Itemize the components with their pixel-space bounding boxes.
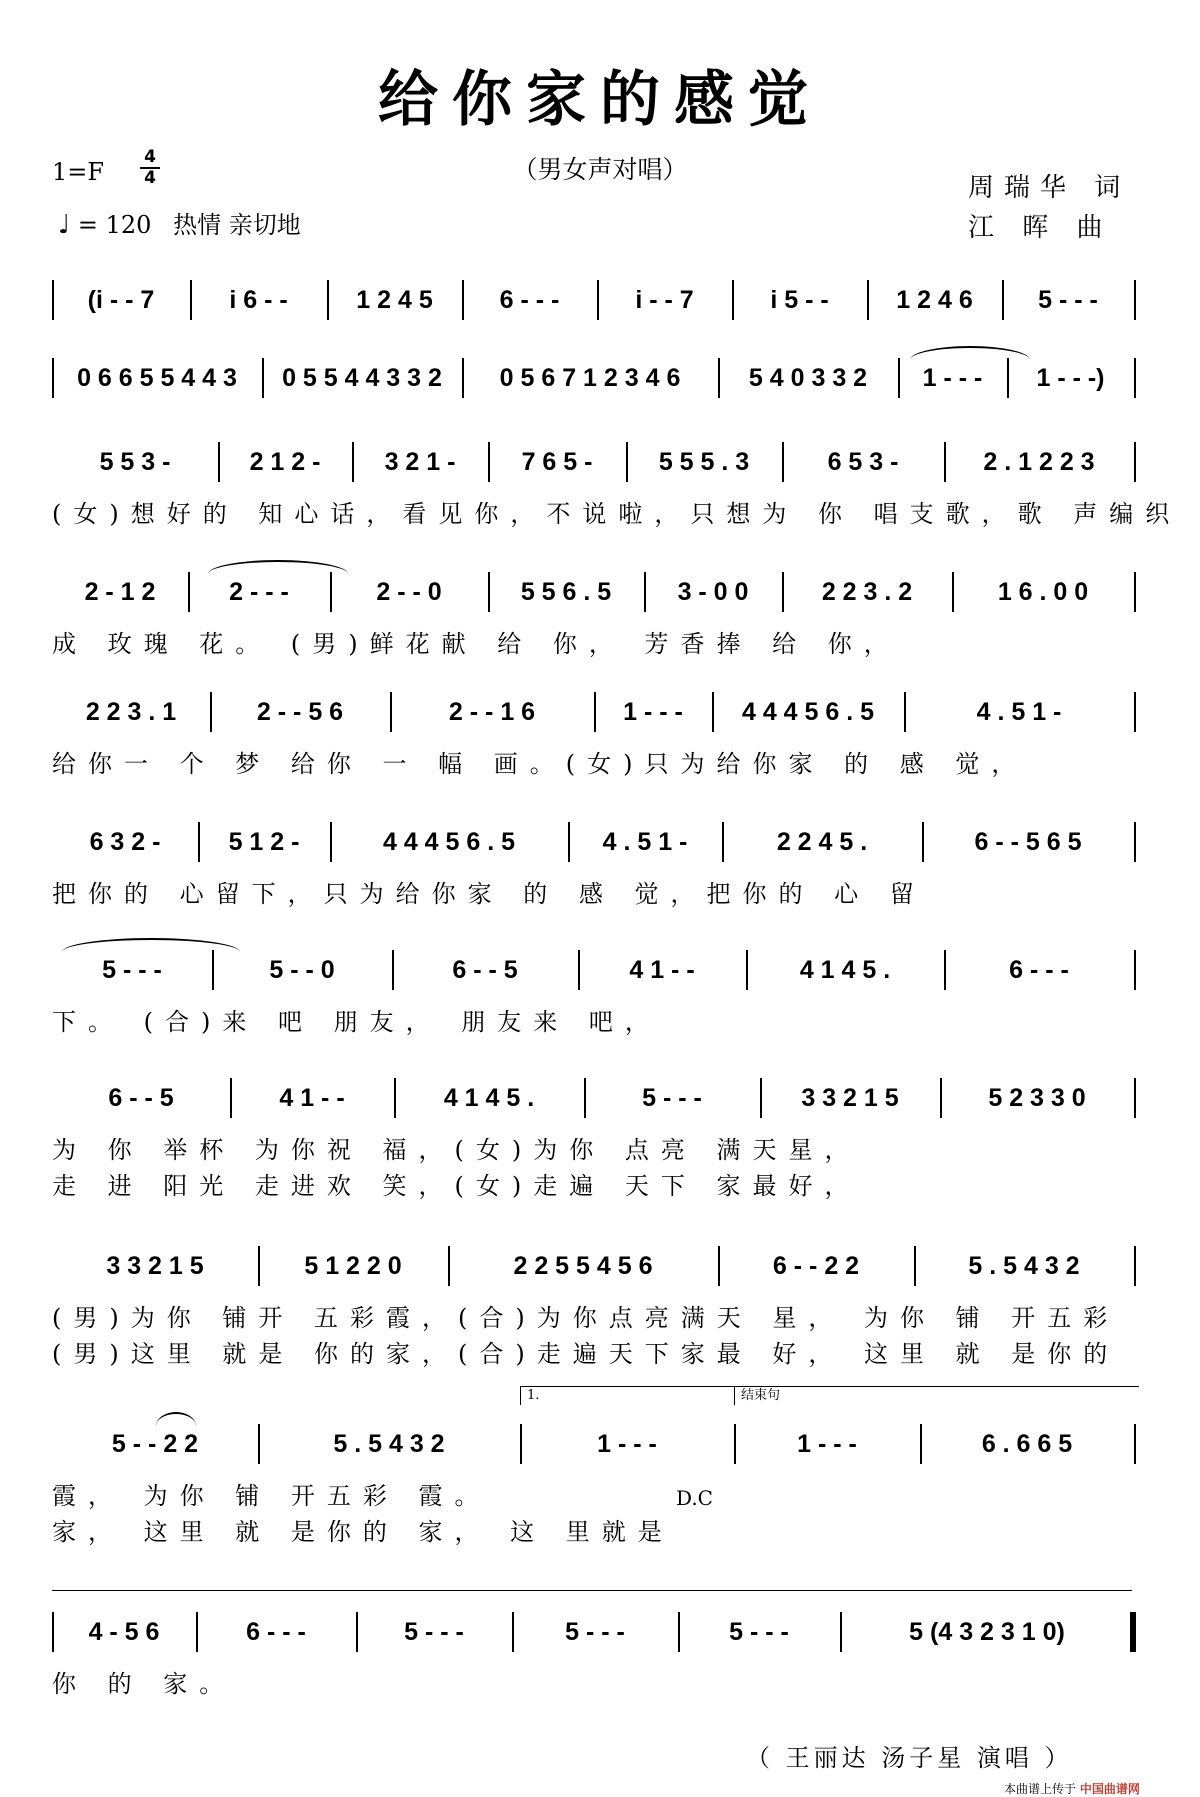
barline xyxy=(1134,1246,1136,1286)
score-subtitle: （男女声对唱） xyxy=(512,155,688,184)
measure: 5 5 5 . 3 xyxy=(658,447,750,476)
measure: 6 - - - xyxy=(246,1617,306,1646)
barline xyxy=(840,1612,842,1652)
score-system-11 xyxy=(0,1612,1200,1732)
barline xyxy=(390,692,392,732)
barline xyxy=(52,1612,54,1652)
score-system-6 xyxy=(0,822,1200,942)
measure: 1 - - - xyxy=(797,1429,857,1458)
credits xyxy=(968,168,1130,248)
lyric-line: 你 的 家。 xyxy=(52,1670,236,1698)
measure: i - - 7 xyxy=(635,285,694,314)
barline xyxy=(1134,358,1136,398)
measure: 4 1 - - xyxy=(629,955,695,984)
barline xyxy=(1134,1424,1136,1464)
lyric-line: 霞， 为你 铺 开五彩 霞。 xyxy=(52,1482,491,1510)
barline xyxy=(520,1424,522,1464)
barline xyxy=(952,572,954,612)
barline xyxy=(330,822,332,862)
measure: 1 2 4 5 xyxy=(356,285,433,314)
tie-arc xyxy=(208,560,348,574)
score-system-4 xyxy=(0,572,1200,692)
barline xyxy=(644,572,646,612)
measure: 1 - - -) xyxy=(1036,363,1105,392)
measure: 2 2 3 . 2 xyxy=(821,577,913,606)
barline xyxy=(1007,358,1009,398)
measure: 2 - - - xyxy=(229,577,289,606)
measure: 5 - - - xyxy=(642,1083,702,1112)
measure: 5 . 5 4 3 2 xyxy=(968,1251,1080,1280)
measure: 5 . 5 4 3 2 xyxy=(333,1429,445,1458)
measure: 2 1 2 - xyxy=(249,447,321,476)
measure: 6 - - 5 xyxy=(108,1083,174,1112)
measure: 5 - - - xyxy=(1038,285,1098,314)
measure: 0 5 5 4 4 3 3 2 xyxy=(282,363,442,392)
measure: 3 2 1 - xyxy=(384,447,456,476)
measure: 5 2 3 3 0 xyxy=(988,1083,1086,1112)
lyric-line: 下。 (合)来 吧 朋友， 朋友来 吧， xyxy=(52,1008,661,1036)
site-logo: 中国曲谱网 xyxy=(1079,1782,1140,1796)
measure: 2 2 3 . 1 xyxy=(85,697,177,726)
measure: 3 3 2 1 5 xyxy=(106,1251,204,1280)
measure: 5 (4 3 2 3 1 0) xyxy=(909,1617,1065,1646)
barline xyxy=(392,950,394,990)
barline xyxy=(1002,280,1004,320)
barline xyxy=(922,822,924,862)
barline xyxy=(462,358,464,398)
measure: 4 . 5 1 - xyxy=(976,697,1062,726)
barline xyxy=(258,1246,260,1286)
barline xyxy=(578,950,580,990)
measure: 4 . 5 1 - xyxy=(602,827,688,856)
measure: 5 4 0 3 3 2 xyxy=(748,363,868,392)
barline xyxy=(732,280,734,320)
barline xyxy=(448,1246,450,1286)
lyricist: 周瑞华 词 xyxy=(968,173,1131,203)
measure: 1 - - - xyxy=(623,697,683,726)
measure: 2 - - 1 6 xyxy=(448,697,536,726)
barline xyxy=(782,442,784,482)
ending-line xyxy=(52,1590,1132,1591)
barline xyxy=(52,280,54,320)
measure: 5 - - - xyxy=(565,1617,625,1646)
measure: 1 2 4 6 xyxy=(896,285,973,314)
measure: 2 2 5 5 4 5 6 xyxy=(513,1251,653,1280)
upload-footer: 本曲谱上传于 中国曲谱网 xyxy=(1004,1782,1140,1796)
tempo-marking: ♩ = 120 热情 亲切地 xyxy=(58,210,301,240)
quarter-note-icon: ♩ xyxy=(58,210,71,240)
measure: 5 - - 0 xyxy=(269,955,335,984)
measure: 2 2 4 5 . xyxy=(776,827,868,856)
barline xyxy=(920,1424,922,1464)
measure: 0 5 6 7 1 2 3 4 6 xyxy=(499,363,681,392)
measure: 6 . 6 6 5 xyxy=(981,1429,1073,1458)
performers: （ 王丽达 汤子星 演唱 ） xyxy=(746,1744,1073,1772)
lyric-line: (男)这里 就是 你的家，(合)走遍天下家最 好， 这里 就 是你的 xyxy=(52,1340,1120,1368)
measure: 5 - - - xyxy=(102,955,162,984)
measure: 6 - - - xyxy=(1009,955,1069,984)
barline xyxy=(196,1612,198,1652)
score-system-8 xyxy=(0,1078,1200,1198)
barline xyxy=(626,442,628,482)
measure: 5 5 6 . 5 xyxy=(520,577,612,606)
measure: 6 5 3 - xyxy=(827,447,899,476)
barline xyxy=(940,1078,942,1118)
final-barline xyxy=(1130,1612,1135,1652)
barline xyxy=(1134,280,1136,320)
barline xyxy=(898,358,900,398)
barline xyxy=(944,950,946,990)
measure: 3 - 0 0 xyxy=(677,577,749,606)
measure: 5 1 2 2 0 xyxy=(304,1251,402,1280)
barline xyxy=(327,280,329,320)
barline xyxy=(394,1078,396,1118)
score-system-7 xyxy=(0,950,1200,1070)
measure: 6 - - - xyxy=(499,285,560,314)
barline xyxy=(760,1078,762,1118)
measure: 5 5 3 - xyxy=(99,447,171,476)
measure: 5 - - - xyxy=(729,1617,789,1646)
barline xyxy=(1134,950,1136,990)
barline xyxy=(262,358,264,398)
lyric-line: 把你的 心留下，只为给你家 的 感 觉，把你的 心 留 xyxy=(52,880,926,908)
measure: 3 3 2 1 5 xyxy=(801,1083,899,1112)
barline xyxy=(198,822,200,862)
barline xyxy=(488,572,490,612)
barline xyxy=(597,280,599,320)
barline xyxy=(594,692,596,732)
measure: 4 1 4 5 . xyxy=(799,955,891,984)
measure: 6 - - 5 xyxy=(452,955,518,984)
measure: i 5 - - xyxy=(770,285,829,314)
barline xyxy=(512,1612,514,1652)
measure: 6 - - 5 6 5 xyxy=(974,827,1082,856)
barline xyxy=(330,572,332,612)
measure: 4 - 5 6 xyxy=(88,1617,160,1646)
lyric-line: (男)为你 铺开 五彩霞，(合)为你点亮满天 星， 为你 铺 开五彩 xyxy=(52,1304,1120,1332)
barline xyxy=(352,442,354,482)
lyric-line: 给你一 个 梦 给你 一 幅 画。(女)只为给你家 的 感 觉， xyxy=(52,750,1028,778)
barline xyxy=(734,1424,736,1464)
measure: 1 6 . 0 0 xyxy=(997,577,1089,606)
measure: 2 - - 0 xyxy=(376,577,442,606)
time-signature: 4 4 xyxy=(140,148,160,188)
barline xyxy=(782,572,784,612)
tie-arc xyxy=(156,1412,196,1426)
barline xyxy=(230,1078,232,1118)
measure: 4 4 4 5 6 . 5 xyxy=(382,827,516,856)
measure: 6 3 2 - xyxy=(89,827,161,856)
barline xyxy=(722,822,724,862)
measure: 2 - 1 2 xyxy=(84,577,156,606)
score-system-3 xyxy=(0,442,1200,562)
barline xyxy=(52,358,54,398)
lyric-line: 成 玫瑰 花。 (男)鲜花献 给 你， 芳香捧 给 你， xyxy=(52,630,900,658)
measure: 4 4 4 5 6 . 5 xyxy=(741,697,875,726)
measure: (i - - 7 xyxy=(87,285,155,314)
measure: 5 1 2 - xyxy=(228,827,300,856)
measure: i 6 - - xyxy=(229,285,288,314)
measure: 1 - - - xyxy=(597,1429,657,1458)
coda-ending-bracket: 结束句 xyxy=(734,1386,1139,1405)
barline xyxy=(258,1424,260,1464)
lyric-line: (女)想好的 知心话，看见你，不说啦，只想为 你 唱支歌，歌 声编织 xyxy=(52,500,1182,528)
measure: 0 6 6 5 5 4 4 3 xyxy=(77,363,237,392)
score-system-5 xyxy=(0,692,1200,812)
measure: 5 - - 2 2 xyxy=(111,1429,199,1458)
lyric-line: 家， 这里 就 是你的 家， 这 里就是 xyxy=(52,1518,674,1546)
score-title: 给你家的感觉 xyxy=(378,65,822,135)
measure: 5 - - - xyxy=(404,1617,464,1646)
barline xyxy=(190,280,192,320)
measure: 4 1 4 5 . xyxy=(443,1083,535,1112)
barline xyxy=(718,1246,720,1286)
measure: 2 . 1 2 2 3 xyxy=(983,447,1095,476)
barline xyxy=(678,1612,680,1652)
barline xyxy=(488,442,490,482)
barline xyxy=(1134,572,1136,612)
barline xyxy=(356,1612,358,1652)
measure: 2 - - 5 6 xyxy=(256,697,344,726)
barline xyxy=(212,950,214,990)
barline xyxy=(746,950,748,990)
measure: 1 - - - xyxy=(922,363,983,392)
barline xyxy=(718,358,720,398)
first-ending-bracket: 1. xyxy=(520,1386,735,1405)
barline xyxy=(584,1078,586,1118)
barline xyxy=(1134,822,1136,862)
lyric-line: 为 你 举杯 为你祝 福，(女)为你 点亮 满天星， xyxy=(52,1136,861,1164)
barline xyxy=(712,692,714,732)
composer: 江 晖 曲 xyxy=(968,213,1113,243)
barline xyxy=(568,822,570,862)
barline xyxy=(210,692,212,732)
da-capo-marking: D.C xyxy=(676,1486,713,1510)
barline xyxy=(1134,442,1136,482)
key-signature: 1=F xyxy=(52,158,105,186)
measure: 7 6 5 - xyxy=(521,447,593,476)
lyric-line: 走 进 阳光 走进欢 笑，(女)走遍 天下 家最好， xyxy=(52,1172,861,1200)
barline xyxy=(904,692,906,732)
barline xyxy=(1134,692,1136,732)
barline xyxy=(914,1246,916,1286)
score-system-10 xyxy=(0,1388,1200,1546)
measure: 4 1 - - xyxy=(279,1083,345,1112)
barline xyxy=(944,442,946,482)
barline xyxy=(462,280,464,320)
barline xyxy=(867,280,869,320)
score-system-9 xyxy=(0,1246,1200,1366)
measure: 6 - - 2 2 xyxy=(772,1251,860,1280)
barline xyxy=(188,572,190,612)
barline xyxy=(218,442,220,482)
barline xyxy=(1134,1078,1136,1118)
